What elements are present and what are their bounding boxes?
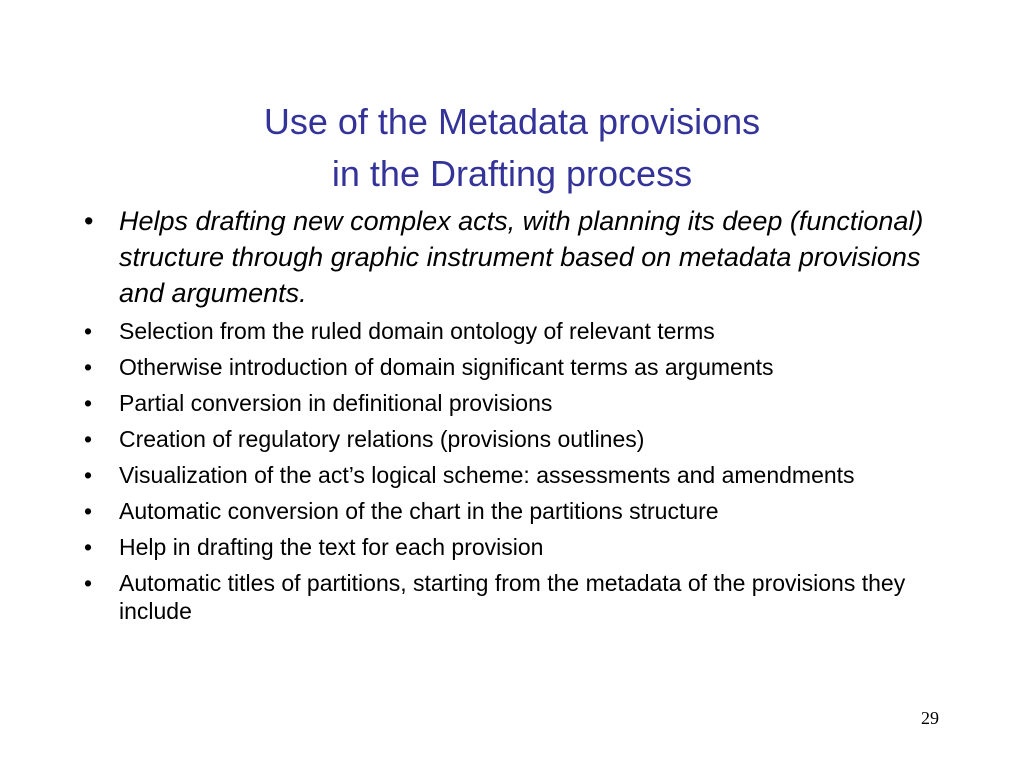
bullet-text-9: Automatic titles of partitions, starting from the metadata of the provisions they include — [119, 570, 906, 624]
bullet-text-8: Help in drafting the text for each provision — [119, 534, 544, 560]
slide-title — [0, 96, 1024, 200]
bullet-item-2 — [78, 317, 948, 345]
bullet-item-1 — [78, 203, 948, 311]
bullet-dot: • — [84, 534, 93, 560]
bullet-text-7: Automatic conversion of the chart in the partitions structure — [119, 498, 719, 524]
bullet-dot: • — [84, 462, 93, 488]
page-number: 29 — [921, 708, 939, 728]
bullet-text-6: Visualization of the act’s logical scheme: assessments and amendments — [119, 462, 855, 488]
bullet-dot: • — [84, 498, 93, 524]
bullet-text-2: Selection from the ruled domain ontology of relevant terms — [119, 318, 715, 344]
bullet-dot: • — [84, 206, 94, 236]
bullet-text-5: Creation of regulatory relations (provisions outlines) — [119, 426, 645, 452]
bullet-item-7 — [78, 497, 948, 525]
bullet-item-5 — [78, 425, 948, 453]
slide-title-line-2: in the Drafting process — [331, 153, 693, 194]
slide-title-line-1: Use of the Metadata provisions — [263, 101, 761, 142]
bullet-list — [78, 203, 948, 633]
bullet-dot: • — [84, 318, 93, 344]
bullet-dot: • — [84, 570, 93, 596]
bullet-dot: • — [84, 354, 93, 380]
bullet-text-1: Helps drafting new complex acts, with planning its deep (functional) structure through graphic instrument based on metadata provisions and arguments. — [119, 206, 924, 308]
bullet-item-9 — [78, 569, 948, 625]
bullet-item-6 — [78, 461, 948, 489]
bullet-item-8 — [78, 533, 948, 561]
bullet-item-3 — [78, 353, 948, 381]
bullet-dot: • — [84, 390, 93, 416]
bullet-dot: • — [84, 426, 93, 452]
bullet-item-4 — [78, 389, 948, 417]
bullet-text-4: Partial conversion in definitional provisions — [119, 390, 553, 416]
bullet-text-3: Otherwise introduction of domain significant terms as arguments — [119, 354, 774, 380]
